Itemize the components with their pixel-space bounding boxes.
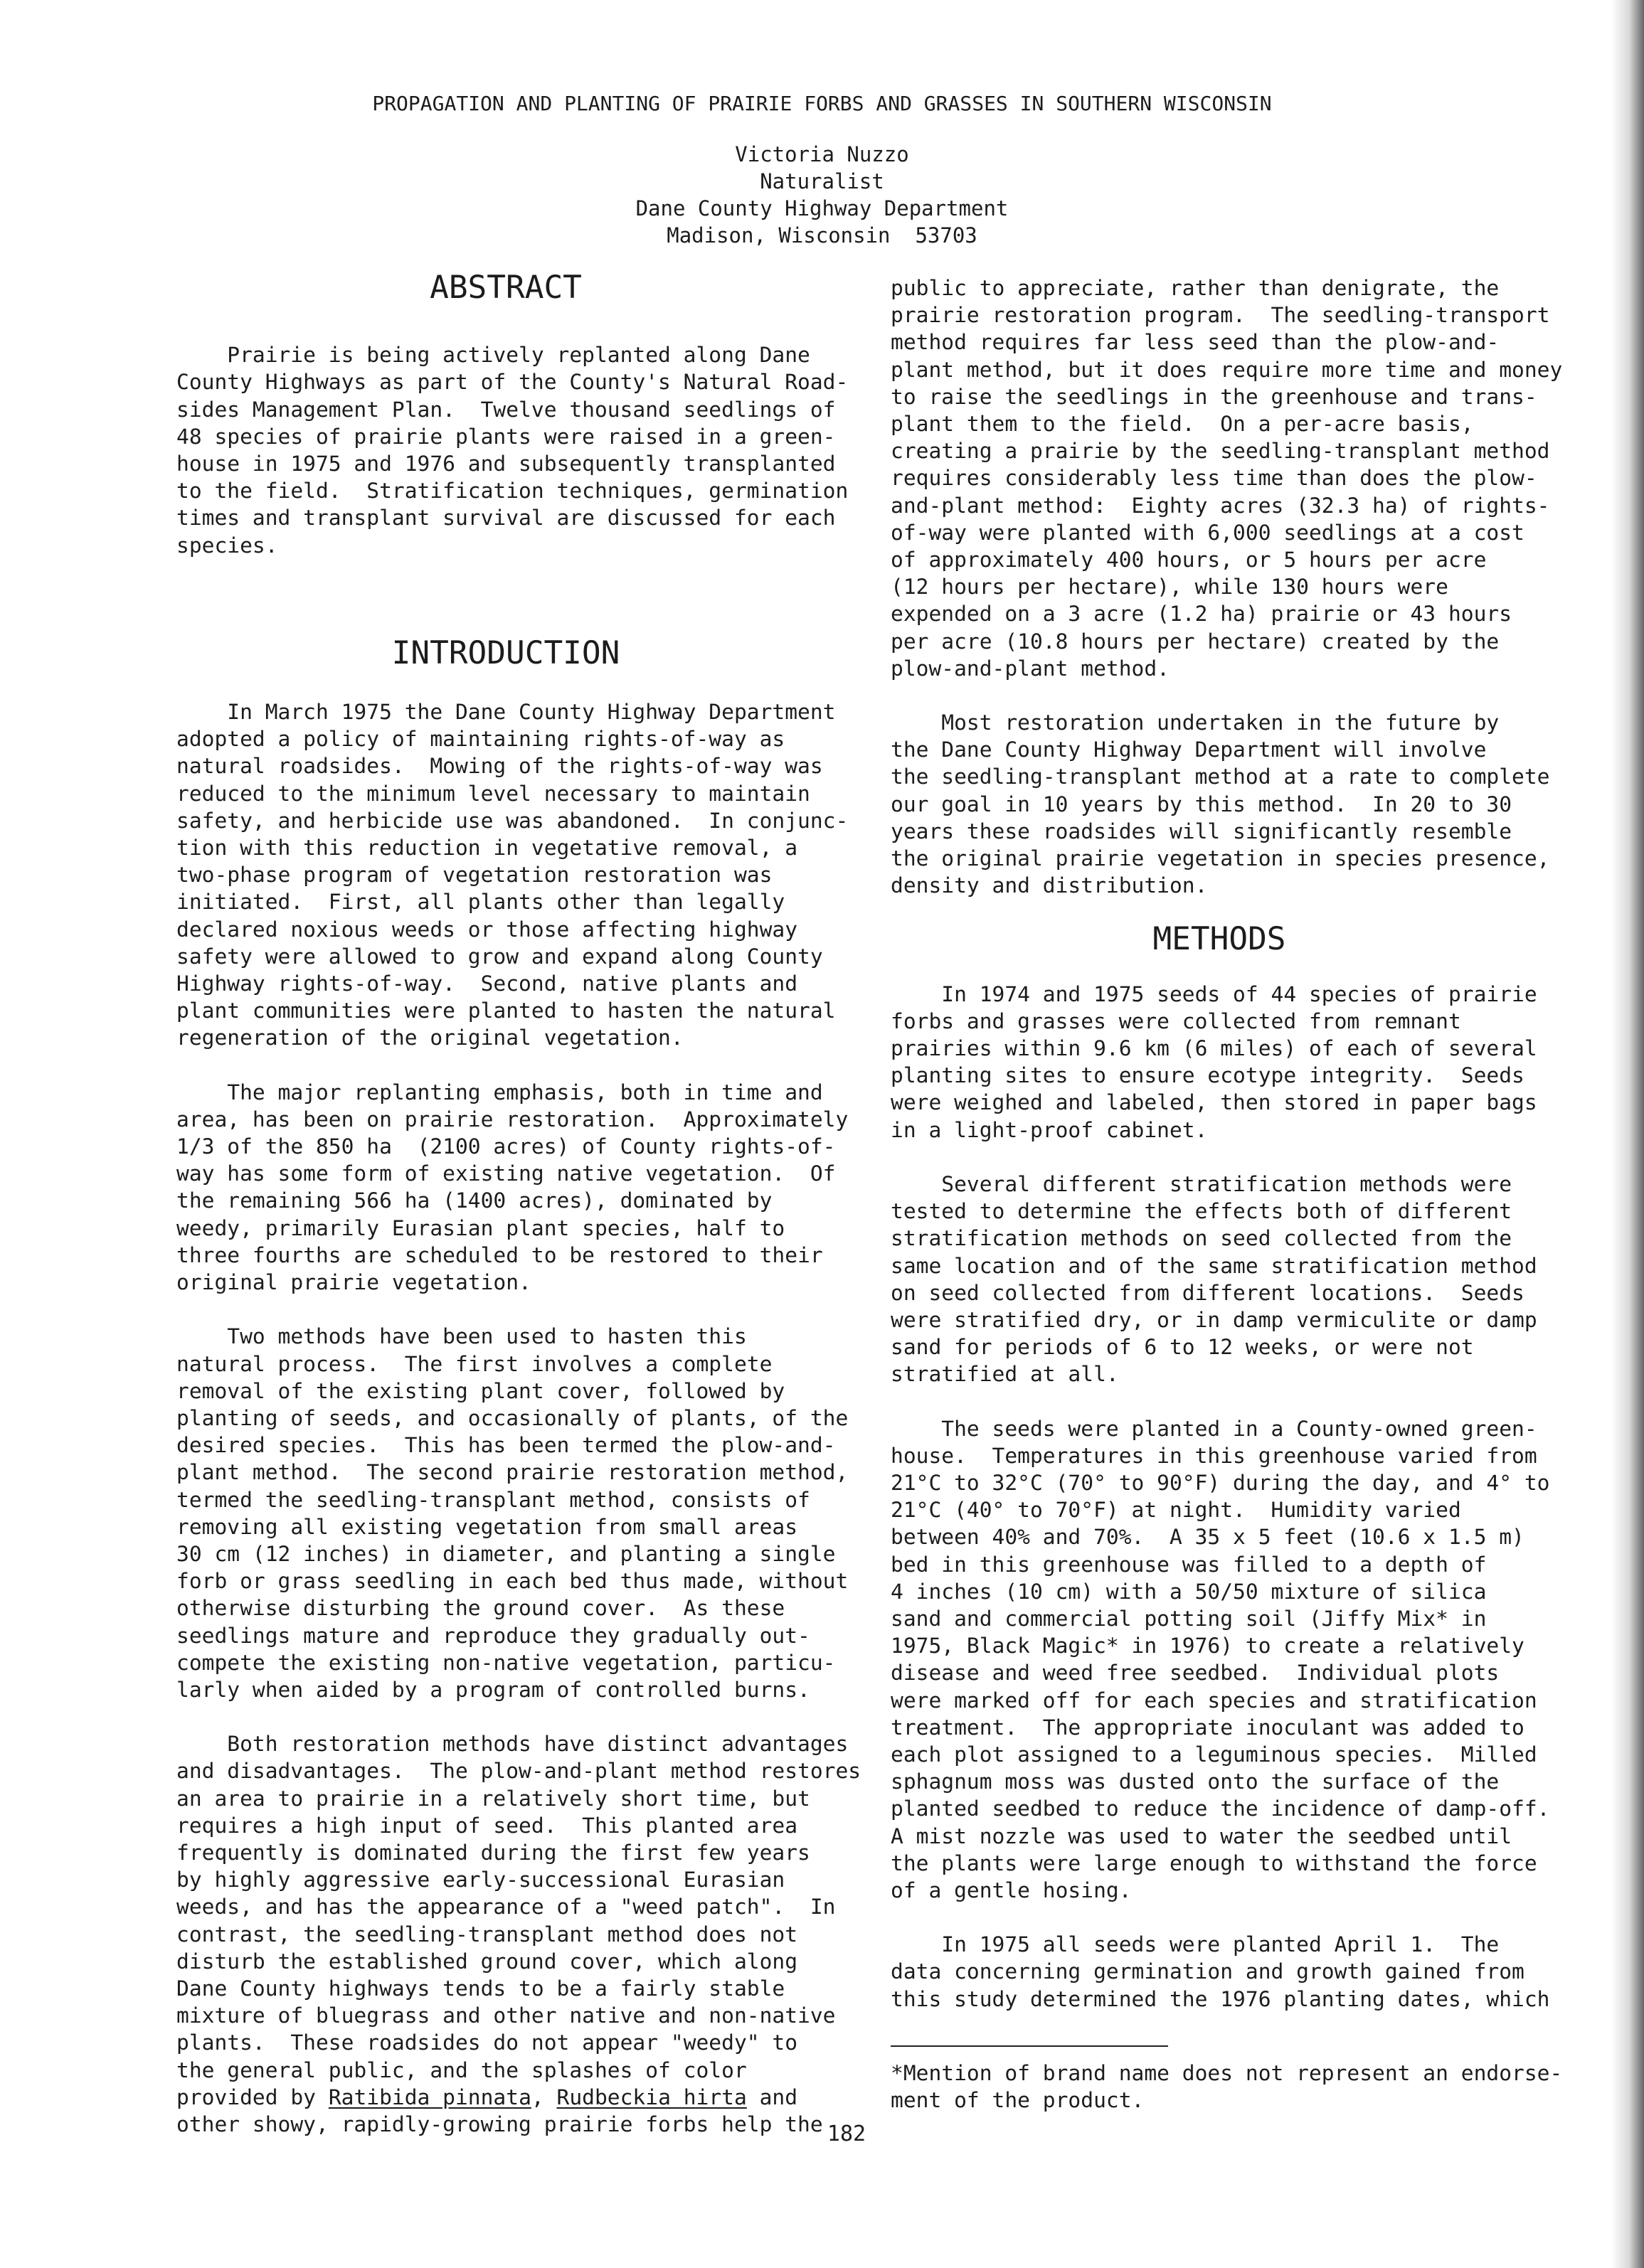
author-name: Victoria Nuzzo [735, 142, 909, 166]
page-number: 182 [827, 2121, 866, 2146]
text-line: in a light-proof cabinet. [891, 1117, 1208, 1142]
text-line: expended on a 3 acre (1.2 ha) prairie or 43 hours [891, 602, 1512, 627]
text-line: contrast, the seedling-transplant method does not [176, 1922, 798, 1947]
author-org: Dane County Highway Department [635, 196, 1009, 220]
text-line: per acre (10.8 hours per hectare) created by the [891, 629, 1500, 654]
scan-edge-shadow [1611, 0, 1644, 2268]
text-line: reduced to the minimum level necessary to maintain [176, 781, 810, 806]
text-line: times and transplant survival are discussed for each [176, 506, 836, 531]
text-line: (12 hours per hectare), while 130 hours were [891, 575, 1448, 600]
introduction-heading: INTRODUCTION [391, 634, 620, 671]
intro-paragraph-5 [891, 709, 1548, 899]
text-line: Prairie is being actively replanted along Dane [176, 343, 810, 368]
text-line: The major replanting emphasis, both in time and [176, 1080, 823, 1104]
methods-paragraph-2 [891, 1171, 1548, 1388]
text-line: this study determined the 1976 planting dates, which [891, 1986, 1550, 2011]
species-rudbeckia: Rudbeckia hirta [556, 2085, 747, 2109]
text-line: weeds, and has the appearance of a "weed patch". In [176, 1895, 836, 1920]
text-line: initiated. First, all plants other than legally [176, 890, 785, 915]
text-line: the original prairie vegetation in species presence, [891, 846, 1550, 871]
methods-paragraph-1 [891, 981, 1548, 1144]
text-line: A mist nozzle was used to water the seedbed until [891, 1824, 1512, 1848]
text-line: planting sites to ensure ecotype integrity. Seeds [891, 1063, 1524, 1088]
paper-title: PROPAGATION AND PLANTING OF PRAIRIE FORBS AND GRASSES IN SOUTHERN WISCONSIN [372, 92, 1272, 115]
text-line: and-plant method: Eighty acres (32.3 ha) of rights- [891, 493, 1550, 518]
text-line: 48 species of prairie plants were raised in a green- [176, 424, 836, 449]
text-line: 21°C to 32°C (70° to 90°F) during the day, and 4° to [891, 1470, 1550, 1495]
text-line: disturb the established ground cover, which along [176, 1949, 798, 1974]
text-line: public to appreciate, rather than denigrate, the [891, 276, 1500, 300]
text-line: plant them to the field. On a per-acre basis, [891, 412, 1474, 437]
author-block [0, 141, 1644, 249]
text-line: regeneration of the original vegetation. [176, 1026, 684, 1050]
text-line: In 1975 all seeds were planted April 1. The [891, 1932, 1500, 1957]
text-line: otherwise disturbing the ground cover. As these [176, 1596, 785, 1621]
text-line: house. Temperatures in this greenhouse varied from [891, 1443, 1537, 1468]
text-line: our goal in 10 years by this method. In 20 to 30 [891, 792, 1512, 816]
text-line: an area to prairie in a relatively short time, but [176, 1786, 810, 1811]
text-line: Several different stratification methods were [891, 1171, 1512, 1196]
text-line: removal of the existing plant cover, followed by [176, 1378, 785, 1403]
text-line: natural roadsides. Mowing of the rights-of-way was [176, 754, 823, 779]
species-suffix: and [746, 2085, 798, 2109]
text-line: safety were allowed to grow and expand along County [176, 944, 823, 969]
text-line: tested to determine the effects both of different [891, 1199, 1512, 1224]
intro-paragraph-4-continued [891, 275, 1563, 682]
text-line: the plants were large enough to withstand the force [891, 1851, 1537, 1875]
text-line: of-way were planted with 6,000 seedlings at a cost [891, 520, 1524, 545]
text-line: County Highways as part of the County's Natural Road- [176, 370, 849, 395]
species-sep: , [531, 2085, 557, 2109]
text-line: requires considerably less time than does the plow- [891, 466, 1537, 491]
text-line: 1/3 of the 850 ha (2100 acres) of County rights-of- [176, 1134, 836, 1159]
text-line: seedlings mature and reproduce they gradually out- [176, 1623, 810, 1648]
text-line: disease and weed free seedbed. Individual plots [891, 1661, 1500, 1686]
text-line: removing all existing vegetation from small areas [176, 1514, 798, 1539]
intro-paragraph-2 [176, 1079, 849, 1297]
text-line: prairie restoration program. The seedling-transport [891, 303, 1550, 328]
text-line: and disadvantages. The plow-and-plant method restores [176, 1759, 861, 1784]
text-line: 1975, Black Magic* in 1976) to create a relatively [891, 1634, 1524, 1659]
text-line: method requires far less seed than the plow-and- [891, 330, 1500, 355]
text-line: years these roadsides will significantly resemble [891, 819, 1512, 843]
text-line: sand for periods of 6 to 12 weeks, or were not [891, 1335, 1474, 1360]
text-line: prairies within 9.6 km (6 miles) of each of several [891, 1036, 1537, 1061]
text-line: ment of the product. [891, 2088, 1145, 2113]
methods-paragraph-3 [891, 1415, 1548, 1905]
text-line: larly when aided by a program of controlled burns. [176, 1677, 810, 1702]
text-line: were weighed and labeled, then stored in paper bags [891, 1090, 1537, 1115]
text-line: stratification methods on seed collected from the [891, 1226, 1512, 1251]
text-line: termed the seedling-transplant method, consists of [176, 1487, 810, 1512]
footnote-rule [891, 2045, 1168, 2047]
text-line: In 1974 and 1975 seeds of 44 species of prairie [891, 981, 1537, 1006]
right-column [891, 275, 1563, 2013]
text-line: Both restoration methods have distinct advantages [176, 1732, 849, 1757]
text-line: *Mention of brand name does not represent an endorse- [891, 2061, 1563, 2085]
intro-paragraph-1 [176, 698, 849, 1052]
text-line: 21°C (40° to 70°F) at night. Humidity varied [891, 1498, 1461, 1523]
text-line: treatment. The appropriate inoculant was added to [891, 1715, 1524, 1740]
text-line: house in 1975 and 1976 and subsequently transplanted [176, 452, 836, 477]
text-line: requires a high input of seed. This planted area [176, 1813, 798, 1838]
text-line: of a gentle hosing. [891, 1878, 1132, 1902]
text-line: adopted a policy of maintaining rights-of-way as [176, 727, 785, 752]
text-line: three fourths are scheduled to be restored to their [176, 1242, 823, 1267]
text-line: The seeds were planted in a County-owned green- [891, 1416, 1537, 1441]
text-line: the Dane County Highway Department will involve [891, 738, 1487, 762]
text-line: were stratified dry, or in damp vermiculite or damp [891, 1307, 1537, 1332]
species-line [176, 2084, 835, 2111]
footnote [891, 2060, 1563, 2114]
text-line: Highway rights-of-way. Second, native plants and [176, 971, 798, 996]
text-line: sides Management Plan. Twelve thousand seedlings of [176, 397, 836, 422]
text-line: forb or grass seedling in each bed thus made, without [176, 1569, 849, 1594]
text-line: density and distribution. [891, 873, 1208, 898]
text-line: to raise the seedlings in the greenhouse and trans- [891, 384, 1537, 409]
text-line: were marked off for each species and stratification [891, 1688, 1537, 1713]
text-line: each plot assigned to a leguminous species. Milled [891, 1742, 1537, 1767]
text-line: mixture of bluegrass and other native and non-native [176, 2003, 836, 2028]
text-line: plant method, but it does require more time and money [891, 357, 1563, 382]
author-city: Madison, Wisconsin 53703 [667, 223, 977, 247]
text-line: 4 inches (10 cm) with a 50/50 mixture of silica [891, 1579, 1487, 1604]
intro-paragraph-3 [176, 1323, 849, 1703]
text-line: area, has been on prairie restoration. Approximately [176, 1107, 849, 1132]
text-line: to the field. Stratification techniques, germination [176, 479, 849, 504]
text-line: desired species. This has been termed the plow-and- [176, 1433, 836, 1458]
text-line: 30 cm (12 inches) in diameter, and planting a single [176, 1541, 836, 1566]
text-line: the remaining 566 ha (1400 acres), dominated by [176, 1188, 773, 1213]
text-line: the seedling-transplant method at a rate to complete [891, 765, 1550, 789]
text-line: forbs and grasses were collected from remnant [891, 1008, 1461, 1033]
species-prefix: provided by [176, 2085, 329, 2109]
text-line: plant communities were planted to hasten the natural [176, 999, 836, 1023]
abstract-heading: ABSTRACT [430, 270, 582, 306]
text-line: planting of seeds, and occasionally of plants, of the [176, 1405, 849, 1430]
text-line: by highly aggressive early-successional Eurasian [176, 1868, 785, 1892]
text-line: natural process. The first involves a complete [176, 1351, 773, 1376]
text-line: tion with this reduction in vegetative removal, a [176, 836, 798, 861]
text-line: original prairie vegetation. [176, 1270, 531, 1295]
intro-paragraph-4-last: other showy, rapidly-growing prairie forbs help the [176, 2112, 823, 2136]
text-line: stratified at all. [891, 1362, 1119, 1387]
text-line: In March 1975 the Dane County Highway Department [176, 700, 836, 725]
text-line: plants. These roadsides do not appear "weedy" to [176, 2030, 798, 2055]
text-line: way has some form of existing native vegetation. Of [176, 1161, 836, 1186]
text-line: between 40% and 70%. A 35 x 5 feet (10.6 x 1.5 m) [891, 1525, 1524, 1550]
text-line: Two methods have been used to hasten this [176, 1324, 747, 1349]
text-line: creating a prairie by the seedling-transplant method [891, 439, 1550, 464]
text-line: plow-and-plant method. [891, 656, 1170, 681]
text-line: plant method. The second prairie restoration method, [176, 1460, 849, 1485]
text-line: declared noxious weeds or those affecting highway [176, 917, 798, 942]
intro-paragraph-4-lines [176, 1730, 861, 2084]
text-line: of approximately 400 hours, or 5 hours per acre [891, 548, 1487, 573]
text-line: planted seedbed to reduce the incidence of damp-off. [891, 1796, 1550, 1821]
species-ratibida: Ratibida pinnata [328, 2085, 531, 2109]
text-line: species. [176, 533, 278, 558]
author-role: Naturalist [760, 169, 884, 193]
text-line: bed in this greenhouse was filled to a depth of [891, 1552, 1487, 1577]
text-line: weedy, primarily Eurasian plant species, half to [176, 1215, 785, 1240]
text-line: on seed collected from different locations. Seeds [891, 1280, 1524, 1305]
abstract-paragraph [176, 341, 849, 559]
text-line: sand and commercial potting soil (Jiffy Mix* in [891, 1606, 1487, 1631]
text-line: same location and of the same stratification method [891, 1253, 1537, 1278]
methods-heading: METHODS [1152, 921, 1286, 958]
text-line: data concerning germination and growth gained from [891, 1959, 1524, 1984]
text-line: compete the existing non-native vegetation, particu- [176, 1650, 836, 1675]
methods-paragraph-4 [891, 1931, 1548, 2013]
text-line: Dane County highways tends to be a fairly stable [176, 1976, 785, 2001]
text-line: safety, and herbicide use was abandoned. In conjunc- [176, 808, 849, 833]
text-line: Most restoration undertaken in the future by [891, 710, 1500, 735]
text-line: frequently is dominated during the first few years [176, 1840, 810, 1865]
text-line: two-phase program of vegetation restoration was [176, 863, 773, 888]
text-line: sphagnum moss was dusted onto the surface of the [891, 1769, 1500, 1794]
text-line: the general public, and the splashes of color [176, 2057, 747, 2082]
